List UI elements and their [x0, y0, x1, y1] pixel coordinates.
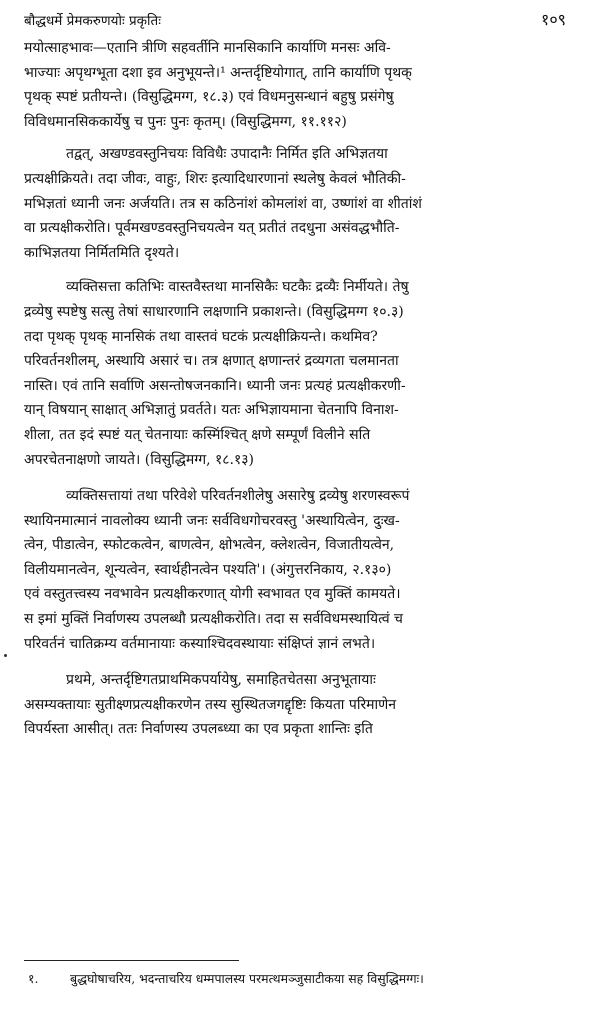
paragraph-5: प्रथमे, अन्तर्दृष्टिगतप्राथमिकपर्यायेषु, समाहितचेतसा अनुभूतायाः असम्यक्तायाः सुतीक्ष्णप्रत्यक्षीकरणेन तस्य सुस्थितजगद्दृष्टिः कियता परिमाणेन विपर्यस्ता आसीत्। ततः निर्वाणस्य उपलब्ध्या का एव प्रकृता शान्तिः इति [24, 672, 397, 738]
footnote-divider [24, 960, 239, 961]
margin-mark [4, 654, 7, 657]
paragraph-3: व्यक्तिसत्ता कतिभिः वास्तवैस्तथा मानसिकैः घटकैः द्रव्यैः निर्मीयते। तेषु द्रव्येषु स्पष्टेषु सत्सु तेषां साधारणानि लक्षणानि प्रकाशन्ते। (विसुद्धिमग्ग १०.३) तदा पृथक् पृथक् मानसिकं तथा वास्तवं घटकं प्रत्यक्षीक्रियन्ते। कथमिव? परिवर्तनशीलम्, अस्थायि असारं च। तत्र क्षणात् क्षणान्तरं द्रव्यगता चलमानता नास्ति। एवं तानि सर्वाणि असन्तोषजनकानि। ध्यानी जनः प्रत्यहं प्रत्यक्षीकरणी- यान् विषयान् साक्षात् अभिज्ञातुं प्रवर्तते। यतः अभिज्ञायमाना चेतनापि विनाश- शीला, तत इदं स्पष्टं यत् चेतनायाः कस्मिंश्चित् क्षणे सम्पूर्णं विलीने सति अपरचेतनाक्षणो जायते। (विसुद्धिमग्ग, १८.१३) [24, 279, 409, 468]
paragraph-4: व्यक्तिसत्तायां तथा परिवेशे परिवर्तनशीलेषु असारेषु द्रव्येषु शरणस्वरूपं स्थायिनमात्मानं नावलोक्य ध्यानी जनः सर्वविधगोचरवस्तु 'अस्थायित्वेन, दुःख- त्वेन, पीडात्वेन, स्फोटकत्वेन, बाणत्वेन, क्षोभत्वेन, क्लेशत्वेन, विजातीयत्वेन, विलीयमानत्वेन, शून्यत्वेन, स्वार्थहीनत्वेन पश्यति'। (अंगुत्तरनिकाय, २.१३०) एवं वस्तुतत्त्वस्य नवभावेन प्रत्यक्षीकरणात् योगी स्वभावत एव मुक्तिं कामयते। स इमां मुक्तिं निर्वाणस्य उपलब्धौ प्रत्यक्षीकरोति। तदा स सर्वविधमस्थायित्वं च परिवर्तनं चातिक्रम्य वर्तमानायाः कस्याश्चिदवस्थायाः संक्षिप्तं ज्ञानं लभते। [24, 488, 410, 652]
running-header [24, 10, 572, 30]
footnote-text: बुद्धघोषाचरिय, भदन्ताचरिय धम्मपालस्य परमत्थमञ्जुसाटीकया सह विसुद्धिमग्गः। [70, 971, 424, 986]
footnote-marker: १. [28, 971, 39, 986]
running-title: बौद्धधर्मे प्रेमकरुणयोः प्रकृतिः [24, 13, 161, 29]
paragraph-2: तद्वत्, अखण्डवस्तुनिचयः विविधैः उपादानैः निर्मित इति अभिज्ञतया प्रत्यक्षीक्रियते। तदा जीवः, वाहुः, शिरः इत्यादिधारणानां स्थलेषु केवलं भौतिकी- मभिज्ञतां ध्यानी जनः अर्जयति। तत्र स कठिनांशं कोमलांशं वा, उष्णांशं वा शीतांशं वा प्रत्यक्षीकरोति। पूर्वमखण्डवस्तुनिचयत्वेन यत् प्रतीतं तदधुना असंवद्धभौति- काभिज्ञतया निर्मितमिति दृश्यते। [24, 146, 422, 261]
paragraph-1: मयोत्साहभावः—एतानि त्रीणि सहवर्तीनि मानसिकानि कार्याणि मनसः अवि- भाज्याः अपृथग्भूता दशा इव अनुभूयन्ते।¹ अन्तर्दृष्टियोगात्, तानि कार्याणि पृथक् पृथक् स्पष्टं प्रतीयन्ते। (विसुद्धिमग्ग, १८.३) एवं विधमनुसन्धानं बहुषु प्रसंगेषु विविधमानसिककार्येषु च पुनः पुनः कृतम्। (विसुद्धिमग्ग, ११.११२) [24, 40, 412, 130]
footnote [28, 970, 580, 988]
page-number: १०९ [541, 10, 566, 29]
body-text [24, 36, 572, 742]
